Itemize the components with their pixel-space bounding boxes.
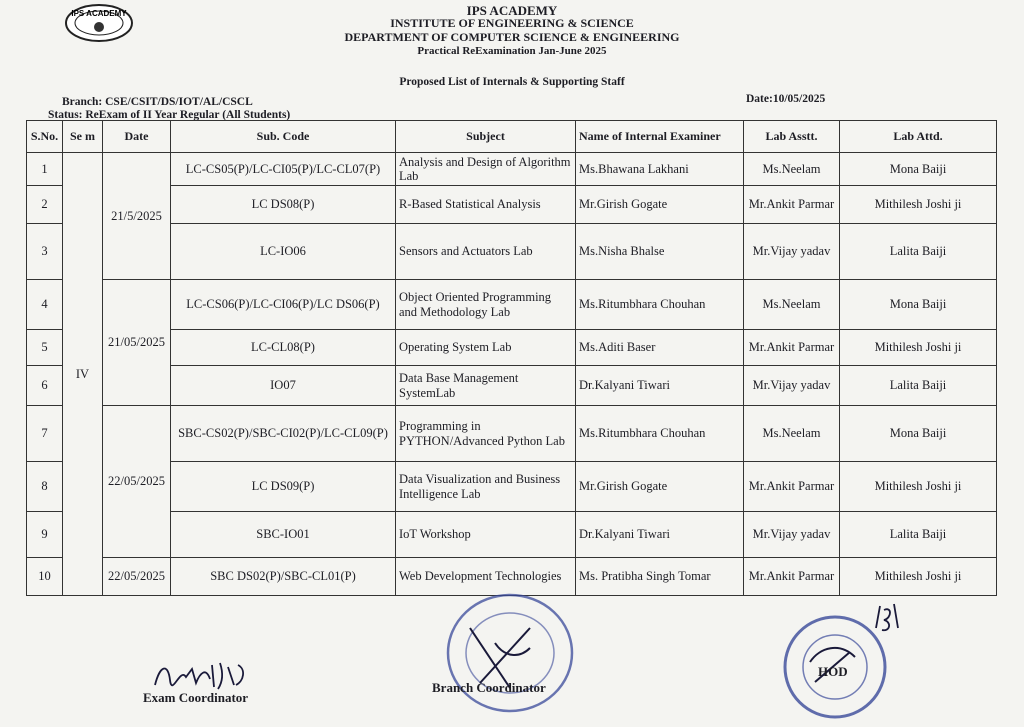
table-row — [27, 224, 997, 280]
table-row — [27, 462, 997, 512]
cell-attd: Lalita Baiji — [840, 512, 997, 558]
hod-label: HOD — [818, 664, 848, 679]
svg-text:IPS ACADEMY: IPS ACADEMY — [71, 9, 127, 18]
cell-sno: 5 — [27, 330, 63, 366]
branch-line: Branch: CSE/CSIT/DS/IOT/AL/CSCL — [62, 96, 253, 108]
cell-attd: Mithilesh Joshi ji — [840, 186, 997, 224]
cell-attd: Mithilesh Joshi ji — [840, 330, 997, 366]
cell-asst: Mr.Ankit Parmar — [744, 330, 840, 366]
cell-code: LC-CS06(P)/LC-CI06(P)/LC DS06(P) — [171, 280, 396, 330]
cell-subject: Data Base Management SystemLab — [396, 366, 576, 406]
col-header: Sub. Code — [171, 121, 396, 153]
cell-sno: 3 — [27, 224, 63, 280]
col-header: S.No. — [27, 121, 63, 153]
cell-asst: Ms.Neelam — [744, 280, 840, 330]
cell-examiner: Ms.Ritumbhara Chouhan — [576, 406, 744, 462]
exam-coordinator-signature — [150, 655, 260, 695]
cell-attd: Mithilesh Joshi ji — [840, 462, 997, 512]
cell-examiner: Ms.Ritumbhara Chouhan — [576, 280, 744, 330]
status-line: Status: ReExam of II Year Regular (All Students) — [48, 109, 291, 121]
cell-subject: Analysis and Design of Algorithm Lab — [396, 153, 576, 186]
cell-sno: 7 — [27, 406, 63, 462]
cell-subject: Sensors and Actuators Lab — [396, 224, 576, 280]
branch-coordinator-label: Branch Coordinator — [432, 680, 546, 695]
cell-asst: Ms.Neelam — [744, 406, 840, 462]
exam-coordinator-label: Exam Coordinator — [143, 690, 249, 705]
table-row — [27, 330, 997, 366]
exam-title: Practical ReExamination Jan-June 2025 — [417, 45, 607, 57]
cell-code: SBC-CS02(P)/SBC-CI02(P)/LC-CL09(P) — [171, 406, 396, 462]
cell-asst: Mr.Vijay yadav — [744, 512, 840, 558]
cell-examiner: Ms. Pratibha Singh Tomar — [576, 558, 744, 596]
institute-name: IPS ACADEMY — [466, 3, 558, 18]
table-header-row — [27, 121, 997, 153]
cell-asst: Mr.Vijay yadav — [744, 366, 840, 406]
cell-subject: Object Oriented Programming and Methodology Lab — [396, 280, 576, 330]
cell-subject: IoT Workshop — [396, 512, 576, 558]
table-row — [27, 512, 997, 558]
cell-examiner: Ms.Bhawana Lakhani — [576, 153, 744, 186]
cell-asst: Mr.Ankit Parmar — [744, 462, 840, 512]
cell-attd: Mona Baiji — [840, 406, 997, 462]
cell-attd: Mona Baiji — [840, 153, 997, 186]
col-header: Name of Internal Examiner — [576, 121, 744, 153]
cell-examiner: Mr.Girish Gogate — [576, 462, 744, 512]
cell-asst: Mr.Ankit Parmar — [744, 558, 840, 596]
cell-subject: R-Based Statistical Analysis — [396, 186, 576, 224]
cell-date: 21/05/2025 — [103, 280, 171, 406]
cell-subject: Programming in PYTHON/Advanced Python Lab — [396, 406, 576, 462]
col-header: Subject — [396, 121, 576, 153]
staff-table — [26, 120, 997, 596]
cell-sem: IV — [63, 153, 103, 596]
cell-subject: Operating System Lab — [396, 330, 576, 366]
cell-sno: 2 — [27, 186, 63, 224]
document-date: Date:10/05/2025 — [746, 93, 826, 105]
cell-code: LC DS09(P) — [171, 462, 396, 512]
cell-sno: 1 — [27, 153, 63, 186]
cell-sno: 9 — [27, 512, 63, 558]
cell-examiner: Dr.Kalyani Tiwari — [576, 512, 744, 558]
cell-subject: Data Visualization and Business Intelligence Lab — [396, 462, 576, 512]
cell-asst: Mr.Ankit Parmar — [744, 186, 840, 224]
cell-date: 22/05/2025 — [103, 406, 171, 558]
cell-attd: Mona Baiji — [840, 280, 997, 330]
table-row — [27, 406, 997, 462]
cell-sno: 6 — [27, 366, 63, 406]
table-row — [27, 280, 997, 330]
cell-attd: Lalita Baiji — [840, 224, 997, 280]
cell-sno: 10 — [27, 558, 63, 596]
cell-code: SBC-IO01 — [171, 512, 396, 558]
cell-code: SBC DS02(P)/SBC-CL01(P) — [171, 558, 396, 596]
cell-examiner: Mr.Girish Gogate — [576, 186, 744, 224]
hod-handwritten-date — [870, 598, 910, 638]
table-row — [27, 366, 997, 406]
col-header: Se m — [63, 121, 103, 153]
table-row — [27, 186, 997, 224]
department-name: DEPARTMENT OF COMPUTER SCIENCE & ENGINEERING — [344, 30, 680, 44]
col-header: Lab Attd. — [840, 121, 997, 153]
cell-examiner: Ms.Aditi Baser — [576, 330, 744, 366]
cell-code: LC-CS05(P)/LC-CI05(P)/LC-CL07(P) — [171, 153, 396, 186]
institute-subtitle: INSTITUTE OF ENGINEERING & SCIENCE — [390, 16, 634, 30]
cell-date: 22/05/2025 — [103, 558, 171, 596]
cell-attd: Mithilesh Joshi ji — [840, 558, 997, 596]
cell-asst: Mr.Vijay yadav — [744, 224, 840, 280]
col-header: Lab Asstt. — [744, 121, 840, 153]
cell-examiner: Ms.Nisha Bhalse — [576, 224, 744, 280]
cell-attd: Lalita Baiji — [840, 366, 997, 406]
cell-date: 21/5/2025 — [103, 153, 171, 280]
cell-sno: 4 — [27, 280, 63, 330]
cell-code: IO07 — [171, 366, 396, 406]
cell-code: LC-CL08(P) — [171, 330, 396, 366]
list-title: Proposed List of Internals & Supporting Staff — [399, 76, 625, 88]
cell-subject: Web Development Technologies — [396, 558, 576, 596]
cell-asst: Ms.Neelam — [744, 153, 840, 186]
col-header: Date — [103, 121, 171, 153]
cell-code: LC DS08(P) — [171, 186, 396, 224]
cell-sno: 8 — [27, 462, 63, 512]
cell-examiner: Dr.Kalyani Tiwari — [576, 366, 744, 406]
table-row — [27, 153, 997, 186]
branch-coordinator-stamp — [440, 588, 580, 718]
cell-code: LC-IO06 — [171, 224, 396, 280]
